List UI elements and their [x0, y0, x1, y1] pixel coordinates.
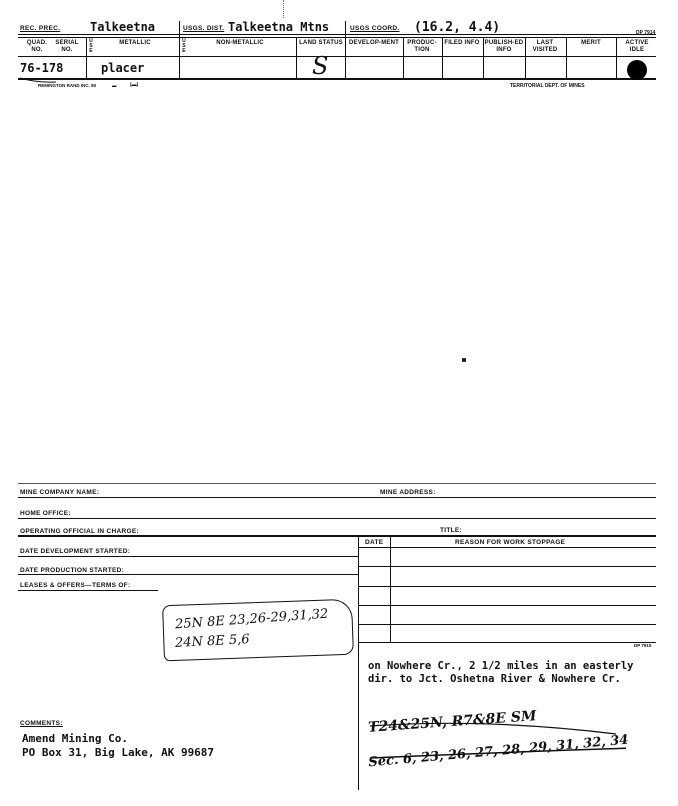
metallic-label: METALLIC: [119, 40, 151, 46]
printer-mark-1: ▬: [112, 83, 117, 88]
use-label-2: U S E: [182, 38, 186, 54]
usgs-coord-value: (16.2, 4.4): [414, 20, 501, 35]
card-bottom-rule: [18, 78, 656, 80]
divider-quad: [86, 37, 87, 78]
quad-no-label: QUAD. NO.: [26, 40, 48, 53]
divider-2: [345, 21, 346, 78]
header-row-rule: [18, 56, 656, 57]
stoppage-left-divider: [358, 535, 359, 790]
land-status-value: S: [312, 52, 329, 80]
printer-line: REMINGTON RAND INC. 80: [38, 83, 97, 88]
rule-date-dev: [18, 556, 358, 557]
rule-leases: [18, 590, 158, 591]
stoppage-row-rule: [358, 605, 656, 606]
active-indicator-dot: [627, 60, 647, 80]
date-development-label: DATE DEVELOPMENT STARTED:: [20, 548, 131, 555]
comments-label: COMMENTS:: [20, 720, 63, 727]
rule-date-prod: [18, 574, 358, 575]
scan-speck: [462, 358, 466, 362]
handwritten-township-range: T24&25N, R7&8E SM: [367, 708, 537, 736]
rule-home-office: [18, 518, 656, 519]
rec-prec-label: REC. PREC.: [20, 25, 61, 32]
usgs-dist-label: USGS. DIST.: [183, 25, 225, 32]
handwritten-township-2: 24N 8E 5,6: [174, 632, 250, 651]
non-metallic-label: NON-METALLIC: [216, 40, 264, 46]
comments-line-2: PO Box 31, Big Lake, AK 99687: [22, 746, 215, 759]
top-rule-2: [18, 37, 656, 38]
territorial-dept-label: TERRITORIAL DEPT. OF MINES: [510, 83, 585, 89]
handwritten-township-1: 25N 8E 23,26-29,31,32: [174, 606, 329, 633]
scan-speck: [283, 0, 285, 18]
production-label: PRODUC-TION: [407, 40, 437, 53]
bottom-card-top-edge: [18, 483, 656, 484]
mine-address-label: MINE ADDRESS:: [380, 489, 436, 496]
divider-active: [616, 37, 617, 78]
form-number-bottom: DP 7915: [634, 643, 652, 648]
stoppage-row-rule: [358, 642, 656, 643]
stoppage-date-divider: [390, 537, 391, 642]
land-status-label: LAND STATUS: [299, 40, 343, 46]
handwritten-sections: Sec. 6, 23, 26, 27, 28, 29, 31, 32, 34: [367, 732, 629, 771]
rec-prec-value: Talkeetna: [90, 20, 156, 34]
location-description: on Nowhere Cr., 2 1/2 miles in an easterly dir. to Jct. Oshetna River & Nowhere Cr.: [368, 660, 634, 685]
stoppage-row-rule: [358, 566, 656, 567]
usgs-dist-value: Talkeetna Mtns: [228, 20, 330, 34]
title-label: TITLE:: [440, 527, 463, 534]
home-office-label: HOME OFFICE:: [20, 510, 71, 517]
reason-label: REASON FOR WORK STOPPAGE: [455, 539, 566, 546]
metallic-value: placer: [101, 61, 145, 75]
development-label: DEVELOP-MENT: [348, 40, 400, 46]
usgs-coord-label: USGS COORD.: [350, 25, 400, 32]
rule-company: [18, 497, 656, 498]
published-info-label: PUBLISH-ED INFO: [484, 40, 524, 53]
divider-land: [296, 37, 297, 78]
serial-no-label: SERIAL NO.: [55, 40, 79, 53]
use-label-1: U S E: [89, 38, 93, 54]
last-visited-label: LAST VISITED: [532, 40, 558, 53]
leases-label: LEASES & OFFERS—TERMS OF:: [20, 582, 131, 589]
operating-official-label: OPERATING OFFICIAL IN CHARGE:: [20, 528, 139, 535]
form-number-top: DP 7914: [636, 30, 656, 36]
mine-company-label: MINE COMPANY NAME:: [20, 489, 100, 496]
rule-official: [18, 535, 656, 537]
merit-label: MERIT: [581, 40, 601, 46]
filed-info-label: FILED INFO: [444, 40, 480, 46]
stoppage-header-rule: [358, 547, 656, 548]
top-rule-1: [18, 34, 656, 35]
date-production-label: DATE PRODUCTION STARTED:: [20, 567, 125, 574]
divider-1: [179, 21, 180, 78]
stoppage-row-rule: [358, 586, 656, 587]
printer-mark-2: (▬): [130, 82, 139, 88]
stoppage-row-rule: [358, 624, 656, 625]
active-idle-label: ACTIVE IDLE: [625, 40, 649, 53]
date-label: DATE: [365, 539, 384, 546]
quad-serial-value: 76-178: [20, 61, 64, 75]
comments-line-1: Amend Mining Co.: [22, 732, 128, 745]
